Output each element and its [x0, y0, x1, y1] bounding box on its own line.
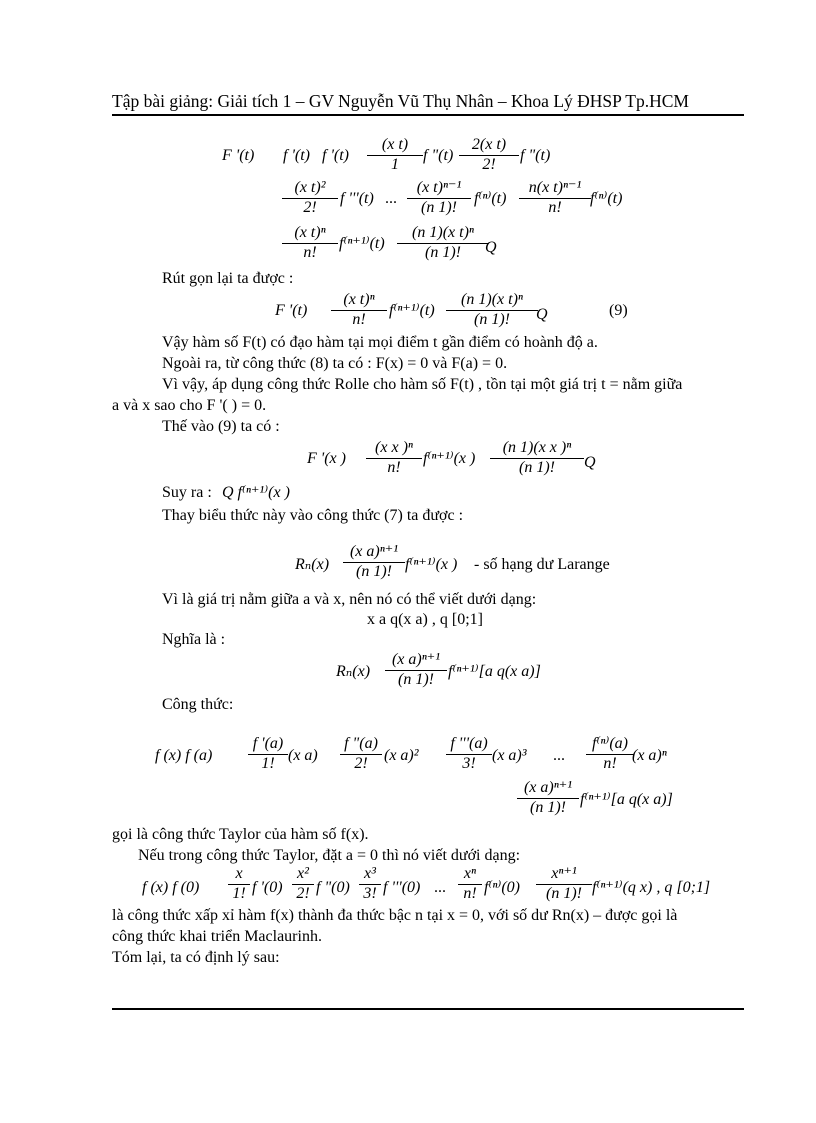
math-f1t: f '(t)	[283, 147, 310, 164]
fraction-x-t-over-1: $\frac{\text{(x t)}}{1}$	[367, 137, 423, 174]
footer-rule	[112, 1008, 744, 1010]
fraction-x2-over-2fact: $\frac{\text{x²}}{2!}$	[292, 866, 314, 903]
fraction-fna-over-nfact: $\frac{\text{f⁽ⁿ⁾(a)}}{n!}$	[586, 736, 634, 773]
math-F-prime-t: F '(t)	[222, 147, 255, 164]
math-fn1x: f⁽ⁿ⁺¹⁾(x )	[423, 450, 476, 467]
math-xa3: (x a)³	[492, 747, 527, 764]
math-f3-0: f '''(0)	[383, 879, 421, 896]
fraction-xan1-over-n1fact-2: $\frac{\text{(x a)ⁿ⁺¹}}{(n 1)!}$	[385, 652, 447, 689]
fraction-x-over-1fact: $\frac{x}{1!}$	[228, 866, 250, 903]
page-header-title: Tập bài giảng: Giải tích 1 – GV Nguyễn Vũ Thụ Nhân – Khoa Lý ĐHSP Tp.HCM	[112, 91, 689, 111]
math-Q-3: Q	[584, 454, 596, 471]
math-fn1x-2: f⁽ⁿ⁺¹⁾(x )	[405, 556, 458, 573]
fraction-xxn-over-nfact: $\frac{\text{(x x )ⁿ}}{n!}$	[366, 440, 422, 477]
fraction-nxtn1-over-nfact: $\frac{\text{n(x t)ⁿ⁻¹}}{n!}$	[519, 180, 591, 217]
text-rut-gon: Rút gọn lại ta được :	[162, 270, 294, 287]
math-F-prime-x: F '(x )	[307, 450, 346, 467]
text-ngoai-ra: Ngoài ra, từ công thức (8) ta có : F(x) = 0 và F(a) = 0.	[162, 355, 508, 372]
math-fx-fa: f (x) f (a)	[155, 747, 213, 764]
fraction-xan1-over-n1fact-3: $\frac{\text{(x a)ⁿ⁺¹}}{(n 1)!}$	[517, 780, 579, 817]
text-suy-ra: Suy ra :	[162, 484, 212, 501]
fraction-x3-over-3fact: $\frac{\text{x³}}{3!}$	[359, 866, 381, 903]
math-Rn-x-2: Rₙ(x)	[336, 663, 371, 680]
text-la-cong-thuc-1: là công thức xấp xỉ hàm f(x) thành đa thức bậc n tại x = 0, với số dư Rn(x) – được gọi là	[112, 907, 678, 924]
text-so-hang-du: - số hạng dư Larange	[474, 556, 610, 573]
math-f3t: f '''(t)	[340, 190, 374, 207]
text-goi-la: gọi là công thức Taylor của hàm số f(x).	[112, 826, 369, 843]
math-fnt: f⁽ⁿ⁾(t)	[474, 190, 507, 207]
math-fn-0: f⁽ⁿ⁾(0)	[484, 879, 520, 896]
text-thay-bieu-thuc: Thay biểu thức này vào công thức (7) ta được :	[162, 507, 464, 524]
text-neu-trong: Nếu trong công thức Taylor, đặt a = 0 thì nó viết dưới dạng:	[138, 847, 521, 864]
header-rule	[112, 114, 744, 116]
math-f1t-b: f '(t)	[322, 147, 349, 164]
fraction-2x-t-over-2fact: $\frac{\text{2(x t)}}{2!}$	[459, 137, 519, 174]
text-vay-ham-so: Vậy hàm số F(t) có đạo hàm tại mọi điểm t gần điểm có hoành độ a.	[162, 334, 598, 351]
math-fn1t-2: f⁽ⁿ⁺¹⁾(t)	[389, 302, 435, 319]
math-fn1-aqxa: f⁽ⁿ⁺¹⁾[a q(x a)]	[448, 663, 541, 680]
math-xa2: (x a)²	[384, 747, 419, 764]
math-Rn-x: Rₙ(x)	[295, 556, 330, 573]
math-fn1t: f⁽ⁿ⁺¹⁾(t)	[339, 235, 385, 252]
fraction-f3a-over-3fact: $\frac{f '''(a)}{3!}$	[446, 736, 492, 773]
text-nghia-la: Nghĩa là :	[162, 631, 226, 648]
math-fn1-qx: f⁽ⁿ⁺¹⁾(q x) , q [0;1]	[592, 879, 711, 896]
fraction-n1xtn-over-n1fact: $\frac{\text{(n 1)(x t)ⁿ}}{(n 1)!}$	[397, 225, 489, 262]
math-dots-3: ...	[434, 879, 446, 896]
math-fn1-aqxa-2: f⁽ⁿ⁺¹⁾[a q(x a)]	[580, 791, 673, 808]
math-Q: Q	[485, 239, 497, 256]
math-F-prime-t-2: F '(t)	[275, 302, 308, 319]
math-fx-f0: f (x) f (0)	[142, 879, 200, 896]
fraction-xt2-over-2fact: $\frac{\text{(x t)²}}{2!}$	[282, 180, 338, 217]
fraction-xn-over-nfact: $\frac{\text{xⁿ}}{n!}$	[458, 866, 482, 903]
math-xi-form: x a q(x a) , q [0;1]	[367, 611, 483, 628]
fraction-f2a-over-2fact: $\frac{f "(a)}{2!}$	[340, 736, 382, 773]
math-f2t-b: f "(t)	[520, 147, 551, 164]
fraction-xtn-over-nfact: $\frac{\text{(x t)ⁿ}}{n!}$	[282, 225, 338, 262]
text-la-cong-thuc-2: công thức khai triển Maclaurinh.	[112, 928, 322, 945]
text-vi-la: Vì là giá trị nằm giữa a và x, nên nó có thể viết dưới dạng:	[162, 591, 537, 608]
equation-number-9: (9)	[609, 302, 628, 319]
math-xa1: (x a)	[288, 747, 318, 764]
math-dots-1: ...	[385, 190, 397, 207]
text-cong-thuc: Công thức:	[162, 696, 234, 713]
math-suy-ra-Q: Q f⁽ⁿ⁺¹⁾(x )	[222, 484, 290, 501]
math-f2-0: f "(0)	[316, 879, 350, 896]
fraction-xan1-over-n1fact: $\frac{\text{(x a)ⁿ⁺¹}}{(n 1)!}$	[343, 544, 405, 581]
text-vi-vay-2: a và x sao cho F '( ) = 0.	[112, 397, 267, 414]
fraction-n1xxn-over-n1fact: $\frac{\text{(n 1)(x x )ⁿ}}{(n 1)!}$	[490, 440, 584, 477]
math-f1-0: f '(0)	[252, 879, 283, 896]
fraction-xtn1-over-n1fact: $\frac{\text{(x t)ⁿ⁻¹}}{(n 1)!}$	[407, 180, 471, 217]
fraction-f1a-over-1fact: $\frac{f '(a)}{1!}$	[248, 736, 288, 773]
text-the-vao: Thế vào (9) ta có :	[162, 418, 280, 435]
fraction-xtn-over-nfact-2: $\frac{\text{(x t)ⁿ}}{n!}$	[331, 292, 387, 329]
text-tom-lai: Tóm lại, ta có định lý sau:	[112, 949, 280, 966]
math-xan: (x a)ⁿ	[632, 747, 667, 764]
math-f2t: f "(t)	[423, 147, 454, 164]
math-Q-2: Q	[536, 306, 548, 323]
math-dots-2: ...	[553, 747, 565, 764]
fraction-n1xtn-over-n1fact-2: $\frac{\text{(n 1)(x t)ⁿ}}{(n 1)!}$	[446, 292, 538, 329]
text-vi-vay-1: Vì vậy, áp dụng công thức Rolle cho hàm số F(t) , tồn tại một giá trị t = nằm giữa	[162, 376, 683, 393]
math-fnt-b: f⁽ⁿ⁾(t)	[590, 190, 623, 207]
fraction-xnp1-over-n1fact: $\frac{\text{xⁿ⁺¹}}{(n 1)!}$	[536, 866, 592, 903]
